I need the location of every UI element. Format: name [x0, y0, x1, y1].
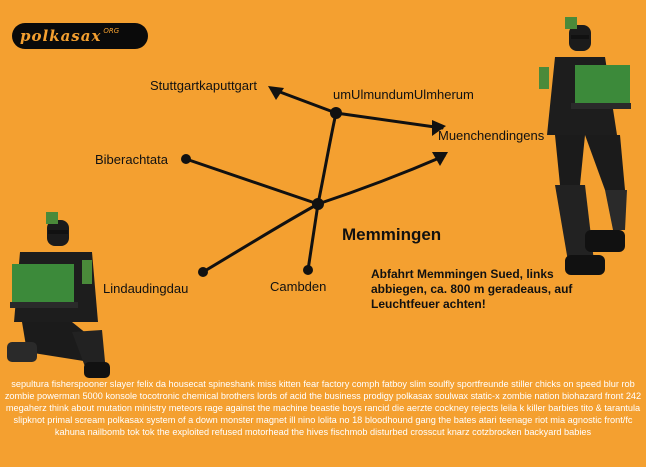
label-cambden[interactable]: Cambden	[270, 279, 327, 294]
label-lindau[interactable]: Lindaudingdau	[103, 281, 189, 296]
node-biberach	[181, 154, 191, 164]
node-lindau	[198, 267, 208, 277]
directions-text: Abfahrt Memmingen Sued, links abbiegen, ca. 800 m geradeaus, auf Leuchtfeuer achten!	[371, 267, 573, 311]
label-stuttgart[interactable]: Stuttgartkaputtgart	[150, 78, 257, 93]
road-ulm-memmingen	[318, 113, 336, 204]
label-biberach[interactable]: Biberachtata	[95, 152, 168, 167]
band-tag-list: sepultura fisherspooner slayer felix da housecat spineshank miss kitten fear factory comph fatboy slim soulfly sportfreunde stiller chicks on speed blur rob zombie powerman 5000 konsole tocotronic chemical brothers lords of acid the business prodigy polkasax soulwax static-x zombie nation biohazard front 242 megaherz think about mutation ministry meteors rage against the machine beastie boys rancid die aerzte cockney rejects leila k killer barbies tito & tarantula slipknot primal scream polkasax system of a down monster magnet ill nino lolita no 18 bloodhound gang the bates atari teenage riot mia agnostic front/fc kahuna nailbomb tok tok the exploited refused motorhead the hives fischmob disturbed crosscut knarz cotzbrocken backyard babies	[4, 379, 642, 437]
road-memmingen-muenchen	[318, 156, 444, 204]
node-cambden	[303, 265, 313, 275]
logo-text: polkasax	[20, 27, 102, 45]
label-ulm[interactable]: umUlmundumUlmherum	[333, 87, 474, 102]
road-ulm-stuttgart	[272, 89, 336, 113]
road-ulm-muenchen	[336, 113, 442, 128]
person-with-laptop-icon	[525, 15, 643, 285]
person-with-laptop-icon	[2, 212, 112, 382]
page-title: Memmingen	[342, 225, 442, 244]
logo-suffix: ORG	[103, 27, 120, 35]
road-memmingen-cambden	[308, 204, 318, 270]
road-memmingen-lindau	[203, 204, 318, 272]
node-ulm	[330, 107, 342, 119]
road-memmingen-biberach	[186, 159, 318, 204]
label-muenchen[interactable]: Muenchendingens	[438, 128, 545, 143]
node-memmingen	[312, 198, 324, 210]
